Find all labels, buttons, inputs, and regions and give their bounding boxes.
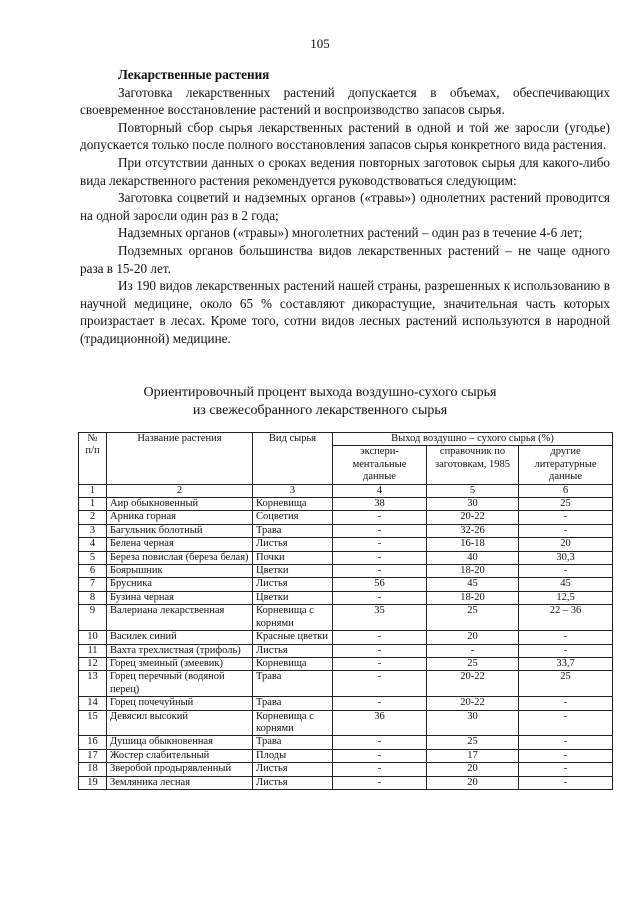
column-index: 3 <box>253 484 333 497</box>
paragraph: Повторный сбор сырья лекарственных растений в одной и той же заросли (угодье) допускается только после полного восстановления запасов сырья конкретного вида растения. <box>80 119 610 153</box>
cell-reference: 30 <box>427 710 519 736</box>
cell-raw-material: Плоды <box>253 749 333 762</box>
header-experimental: экспери-ментальные данные <box>333 446 427 484</box>
cell-raw-material: Цветки <box>253 591 333 604</box>
table-row <box>79 498 613 511</box>
header-reference: справочник по заготовкам, 1985 <box>427 446 519 484</box>
cell-plant-name: Бузина черная <box>107 591 253 604</box>
paragraph: Заготовка соцветий и надземных органов («травы») однолетних растений проводится на одной заросли один раз в 2 года; <box>80 190 610 223</box>
column-index: 4 <box>333 484 427 497</box>
cell-number: 4 <box>79 538 107 551</box>
cell-experimental: - <box>333 776 427 789</box>
cell-raw-material: Корневища с корнями <box>253 710 333 736</box>
table-row <box>79 538 613 551</box>
cell-raw-material: Трава <box>253 524 333 537</box>
cell-experimental: - <box>333 657 427 670</box>
header-num: № п/п <box>79 433 107 485</box>
cell-raw-material: Цветки <box>253 565 333 578</box>
cell-experimental: - <box>333 671 427 697</box>
cell-experimental: - <box>333 538 427 551</box>
cell-reference: 20-22 <box>427 697 519 710</box>
cell-experimental: - <box>333 763 427 776</box>
cell-literature: 33,7 <box>519 657 613 670</box>
cell-plant-name: Жостер слабительный <box>107 749 253 762</box>
table-caption-line: из свежесобранного лекарственного сырья <box>192 403 448 418</box>
paragraph: При отсутствии данных о сроках ведения повторных заготовок сырья для какого-либо вида лекарственного растения рекомендуется руководствоваться следующим: <box>80 154 610 188</box>
cell-number: 8 <box>79 591 107 604</box>
cell-number: 15 <box>79 710 107 736</box>
cell-raw-material: Почки <box>253 551 333 564</box>
cell-number: 3 <box>79 524 107 537</box>
cell-reference: 20-22 <box>427 511 519 524</box>
cell-experimental: 36 <box>333 710 427 736</box>
cell-raw-material: Корневища <box>253 498 333 511</box>
cell-literature: 45 <box>519 578 613 591</box>
cell-experimental: - <box>333 631 427 644</box>
cell-reference: 20 <box>427 631 519 644</box>
cell-experimental: - <box>333 644 427 657</box>
cell-reference: 18-20 <box>427 565 519 578</box>
cell-raw-material: Корневища <box>253 657 333 670</box>
cell-reference: 18-20 <box>427 591 519 604</box>
cell-number: 16 <box>79 736 107 749</box>
cell-raw-material: Трава <box>253 697 333 710</box>
cell-number: 5 <box>79 551 107 564</box>
cell-literature: - <box>519 511 613 524</box>
column-index: 6 <box>519 484 613 497</box>
cell-plant-name: Боярышник <box>107 565 253 578</box>
cell-literature: 20 <box>519 538 613 551</box>
cell-plant-name: Валериана лекарственная <box>107 605 253 631</box>
cell-plant-name: Аир обыкновенный <box>107 498 253 511</box>
cell-reference: 20-22 <box>427 671 519 697</box>
cell-reference: 25 <box>427 605 519 631</box>
cell-reference: 40 <box>427 551 519 564</box>
page-number: 105 <box>310 36 330 51</box>
header-type: Вид сырья <box>253 433 333 485</box>
cell-experimental: 38 <box>333 498 427 511</box>
table-row <box>79 631 613 644</box>
cell-plant-name: Горец перечный (водяной перец) <box>107 671 253 697</box>
section-heading: Лекарственные растения <box>118 67 270 82</box>
table-row <box>79 511 613 524</box>
cell-literature: - <box>519 524 613 537</box>
cell-experimental: - <box>333 697 427 710</box>
cell-raw-material: Корневища с корнями <box>253 605 333 631</box>
table-caption <box>0 384 640 420</box>
yield-table <box>78 432 613 790</box>
column-index: 5 <box>427 484 519 497</box>
cell-literature: - <box>519 776 613 789</box>
cell-raw-material: Красные цветки <box>253 631 333 644</box>
cell-plant-name: Арника горная <box>107 511 253 524</box>
table-row <box>79 565 613 578</box>
cell-number: 9 <box>79 605 107 631</box>
cell-number: 13 <box>79 671 107 697</box>
cell-plant-name: Василек синий <box>107 631 253 644</box>
cell-plant-name: Горец почечуйный <box>107 697 253 710</box>
cell-raw-material: Трава <box>253 671 333 697</box>
table-row <box>79 551 613 564</box>
cell-plant-name: Горец змеиный (змеевик) <box>107 657 253 670</box>
cell-number: 17 <box>79 749 107 762</box>
cell-number: 7 <box>79 578 107 591</box>
cell-reference: 17 <box>427 749 519 762</box>
cell-number: 19 <box>79 776 107 789</box>
table-row <box>79 605 613 631</box>
cell-reference: 32-26 <box>427 524 519 537</box>
cell-experimental: - <box>333 524 427 537</box>
cell-literature: - <box>519 749 613 762</box>
table-row <box>79 644 613 657</box>
cell-experimental: - <box>333 551 427 564</box>
cell-plant-name: Вахта трехлистная (трифоль) <box>107 644 253 657</box>
table-row <box>79 671 613 697</box>
cell-reference: 45 <box>427 578 519 591</box>
header-name: Название растения <box>107 433 253 485</box>
cell-reference: 30 <box>427 498 519 511</box>
cell-reference: 20 <box>427 776 519 789</box>
column-index: 2 <box>107 484 253 497</box>
table-row <box>79 591 613 604</box>
cell-reference: - <box>427 644 519 657</box>
cell-raw-material: Трава <box>253 736 333 749</box>
cell-literature: 25 <box>519 498 613 511</box>
cell-raw-material: Листья <box>253 763 333 776</box>
cell-literature: - <box>519 763 613 776</box>
table-caption-line: Ориентировочный процент выхода воздушно-сухого сырья <box>143 385 497 400</box>
cell-reference: 20 <box>427 763 519 776</box>
table-row <box>79 697 613 710</box>
cell-experimental: 56 <box>333 578 427 591</box>
cell-number: 2 <box>79 511 107 524</box>
table-row <box>79 578 613 591</box>
paragraph: Надземных органов («травы») многолетних растений – один раз в течение 4-6 лет; <box>118 225 583 241</box>
cell-literature: - <box>519 631 613 644</box>
cell-reference: 16-18 <box>427 538 519 551</box>
cell-reference: 25 <box>427 736 519 749</box>
paragraph: Подземных органов большинства видов лекарственных растений – не чаще одного раза в 15-20 лет. <box>80 242 610 276</box>
paragraph: Заготовка лекарственных растений допускается в объемах, обеспечивающих своевременное восстановление растений и воспроизводство запасов сырья. <box>80 84 610 118</box>
cell-literature: - <box>519 565 613 578</box>
cell-experimental: 35 <box>333 605 427 631</box>
cell-literature: 30,3 <box>519 551 613 564</box>
cell-literature: - <box>519 736 613 749</box>
cell-experimental: - <box>333 749 427 762</box>
cell-raw-material: Листья <box>253 644 333 657</box>
table-row <box>79 657 613 670</box>
cell-raw-material: Листья <box>253 538 333 551</box>
cell-number: 12 <box>79 657 107 670</box>
cell-number: 10 <box>79 631 107 644</box>
cell-literature: - <box>519 697 613 710</box>
cell-plant-name: Душица обыкновенная <box>107 736 253 749</box>
cell-literature: 25 <box>519 671 613 697</box>
cell-experimental: - <box>333 736 427 749</box>
cell-plant-name: Багульник болотный <box>107 524 253 537</box>
cell-experimental: - <box>333 565 427 578</box>
table-row <box>79 736 613 749</box>
cell-plant-name: Белена черная <box>107 538 253 551</box>
cell-experimental: - <box>333 591 427 604</box>
cell-plant-name: Земляника лесная <box>107 776 253 789</box>
body-text <box>80 66 610 348</box>
cell-number: 11 <box>79 644 107 657</box>
cell-number: 6 <box>79 565 107 578</box>
cell-number: 18 <box>79 763 107 776</box>
cell-number: 1 <box>79 498 107 511</box>
table-row <box>79 776 613 789</box>
table-row <box>79 763 613 776</box>
cell-raw-material: Листья <box>253 776 333 789</box>
cell-plant-name: Девясил высокий <box>107 710 253 736</box>
table-body <box>79 498 613 790</box>
cell-plant-name: Зверобой продырявленный <box>107 763 253 776</box>
cell-literature: - <box>519 644 613 657</box>
cell-number: 14 <box>79 697 107 710</box>
header-yield-group: Выход воздушно – сухого сырья (%) <box>333 433 613 446</box>
cell-plant-name: Береза повислая (береза белая) <box>107 551 253 564</box>
cell-plant-name: Брусника <box>107 578 253 591</box>
cell-literature: 12,5 <box>519 591 613 604</box>
column-index-row <box>79 484 613 497</box>
table-row <box>79 524 613 537</box>
paragraph: Из 190 видов лекарственных растений нашей страны, разрешенных к использованию в научной медицине, около 65 % составляют дикорастущие, значительная часть которых произрастает в лесах. Кроме того, сотни видов лесных растений используются в народной (традиционной) медицине. <box>80 278 610 346</box>
cell-raw-material: Листья <box>253 578 333 591</box>
cell-raw-material: Соцветия <box>253 511 333 524</box>
cell-literature: - <box>519 710 613 736</box>
cell-reference: 25 <box>427 657 519 670</box>
header-literature: другие литературные данные <box>519 446 613 484</box>
table-row <box>79 749 613 762</box>
column-index: 1 <box>79 484 107 497</box>
cell-experimental: - <box>333 511 427 524</box>
cell-literature: 22 – 36 <box>519 605 613 631</box>
table-row <box>79 710 613 736</box>
